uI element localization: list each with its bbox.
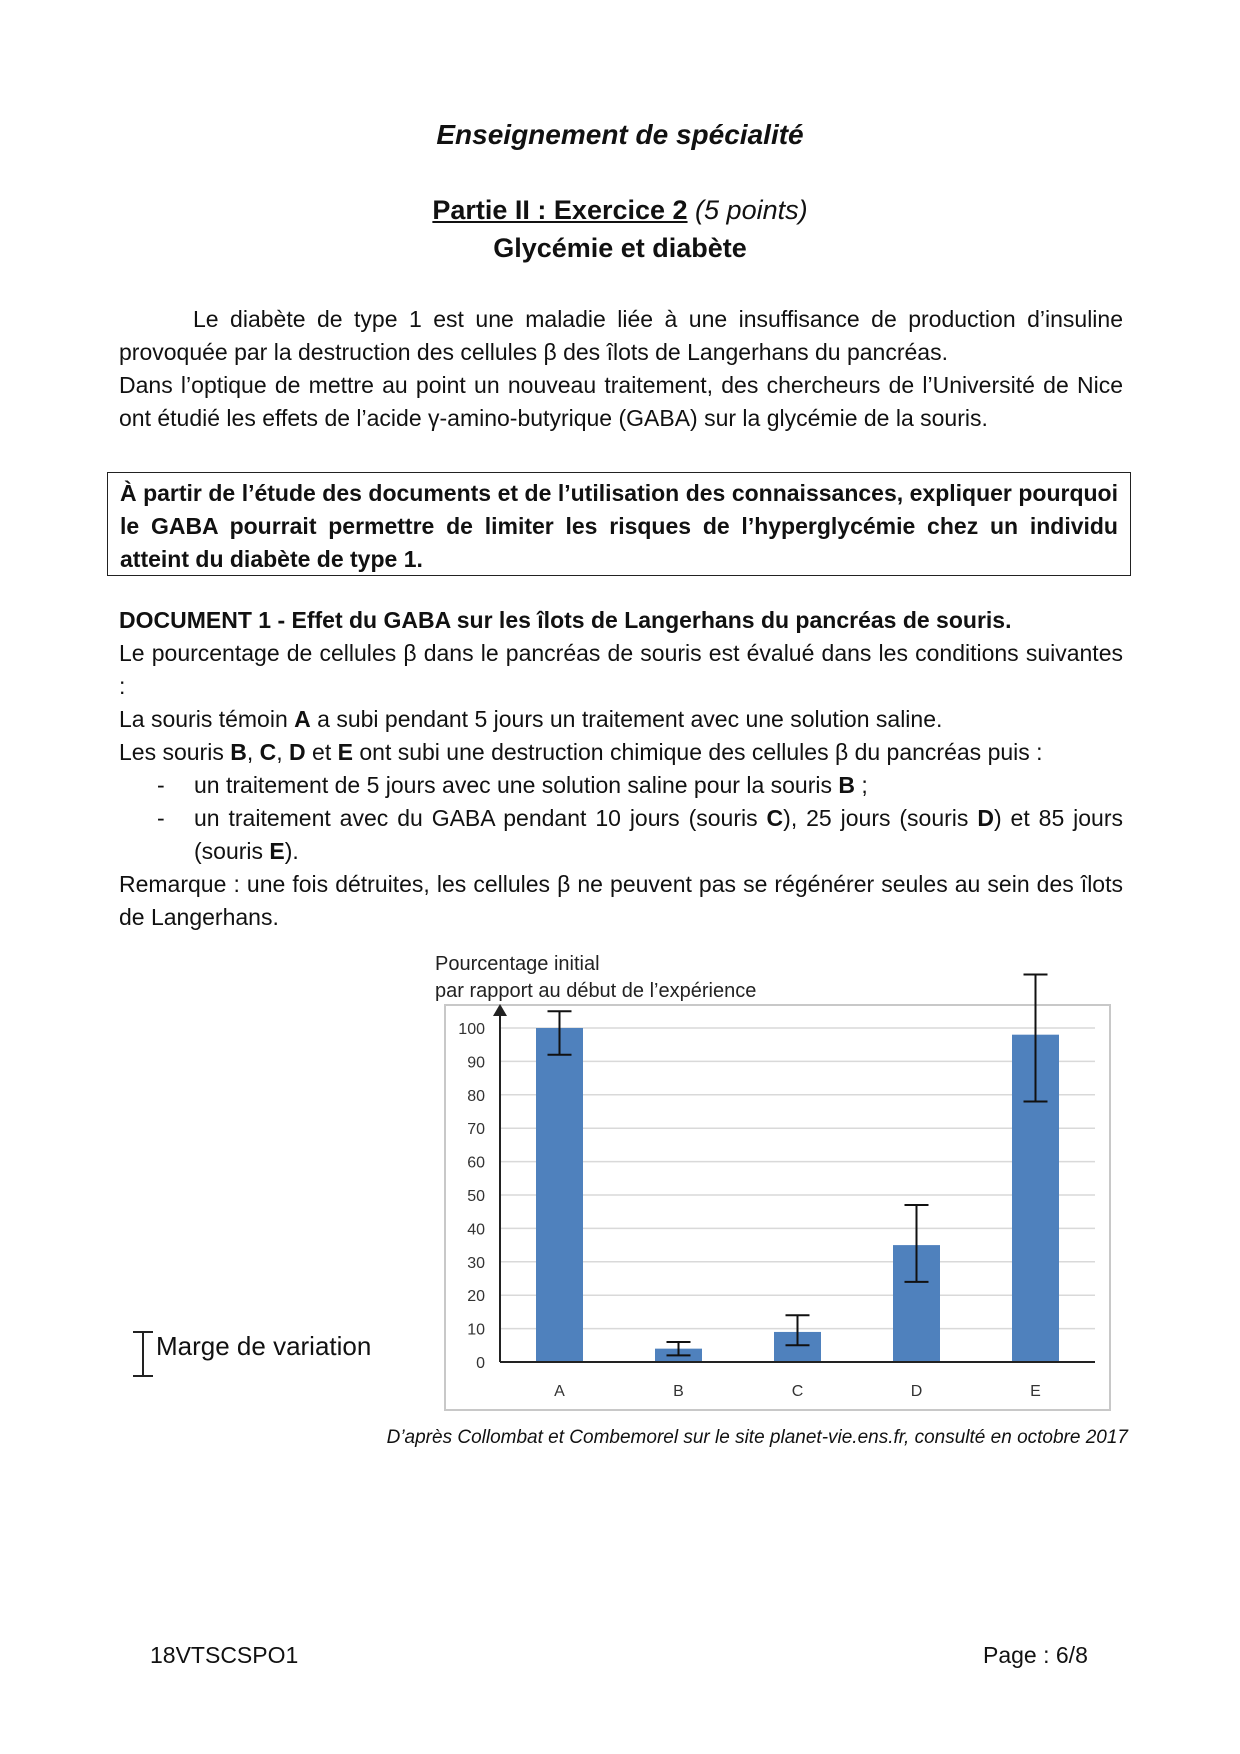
intro-text bbox=[119, 303, 1123, 435]
x-tick-label: E bbox=[1030, 1383, 1041, 1400]
y-axis-label-line-1: Pourcentage initial bbox=[435, 953, 600, 975]
intro-paragraph-1: Le diabète de type 1 est une maladie liée à une insuffisance de production d’insuline provoquée par la destruction des cellules β des îlots de Langerhans du pancréas. bbox=[119, 306, 1123, 365]
y-tick-label: 50 bbox=[467, 1188, 485, 1205]
y-tick-label: 100 bbox=[458, 1021, 485, 1038]
x-tick-label: D bbox=[910, 1383, 923, 1400]
y-tick-label: 0 bbox=[476, 1355, 485, 1372]
part-label: Partie II : Exercice 2 bbox=[432, 195, 688, 225]
specialty-heading: Enseignement de spécialité bbox=[436, 119, 804, 150]
y-tick-label: 30 bbox=[467, 1254, 485, 1272]
footer-code: 18VTSCSPO1 bbox=[150, 1642, 299, 1668]
y-tick-label: 80 bbox=[467, 1087, 485, 1105]
x-tick-label: B bbox=[673, 1383, 684, 1400]
document-1-intro: Le pourcentage de cellules β dans le pancréas de souris est évalué dans les conditions suivantes : bbox=[119, 640, 1123, 699]
footer-page: Page : 6/8 bbox=[983, 1642, 1088, 1668]
y-tick-label: 20 bbox=[467, 1288, 485, 1306]
x-tick-label: A bbox=[554, 1383, 565, 1400]
list-item: - un traitement de 5 jours avec une solution saline pour la souris B ; bbox=[157, 772, 868, 798]
remark-text: Remarque : une fois détruites, les cellules β ne peuvent pas se régénérer seules au sein des îlots de Langerhans. bbox=[119, 871, 1123, 930]
y-tick-label: 90 bbox=[467, 1054, 485, 1072]
source-citation: D’après Collombat et Combemorel sur le site planet-vie.ens.fr, consulté en octobre 2017 bbox=[386, 1427, 1128, 1448]
y-tick-label: 40 bbox=[467, 1221, 485, 1239]
control-mouse-text: La souris témoin A a subi pendant 5 jours un traitement avec une solution saline. bbox=[119, 706, 943, 732]
legend-label: Marge de variation bbox=[156, 1331, 372, 1361]
intro-paragraph-2: Dans l’optique de mettre au point un nouveau traitement, des chercheurs de l’Université de Nice ont étudié les effets de l’acide γ-amino-butyrique (GABA) sur la glycémie de la souris. bbox=[119, 372, 1123, 431]
list-item: - un traitement avec du GABA pendant 10 jours (souris C), 25 jours (souris D) et 85 jours (souris E). bbox=[157, 805, 1124, 864]
bar-A bbox=[536, 1028, 583, 1362]
subject-title: Glycémie et diabète bbox=[493, 233, 747, 263]
exercise-title bbox=[0, 195, 1240, 226]
document-1-text bbox=[119, 604, 1123, 934]
x-tick-label: C bbox=[791, 1383, 804, 1400]
treated-mice-text: Les souris B, C, D et E ont subi une destruction chimique des cellules β du pancréas puis : bbox=[119, 739, 1043, 765]
error-bar-legend-icon bbox=[128, 1330, 158, 1380]
document-1-heading: DOCUMENT 1 - Effet du GABA sur les îlots de Langerhans du pancréas de souris. bbox=[119, 607, 1012, 633]
beta-cell-chart bbox=[420, 950, 1120, 1420]
y-tick-label: 60 bbox=[467, 1154, 485, 1172]
points-label: (5 points) bbox=[695, 195, 808, 225]
task-box: À partir de l’étude des documents et de l’utilisation des connaissances, expliquer pourquoi le GABA pourrait permettre de limiter les risques de l’hyperglycémie chez un individu atteint du diabète de type 1. bbox=[107, 472, 1131, 576]
y-axis-label-line-2: par rapport au début de l’expérience bbox=[435, 980, 757, 1002]
y-tick-label: 70 bbox=[467, 1121, 485, 1139]
y-tick-label: 10 bbox=[467, 1321, 485, 1339]
